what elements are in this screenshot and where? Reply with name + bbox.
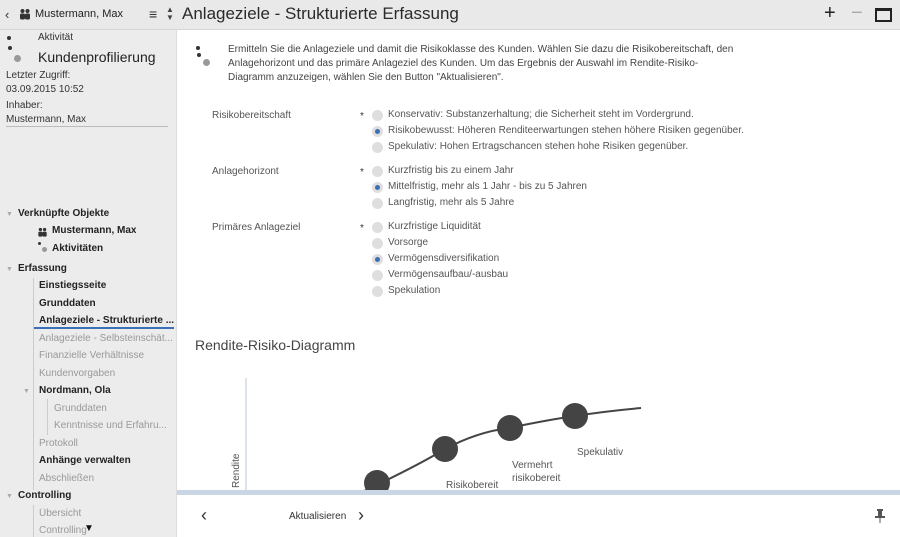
point-label-risikobereit: Risikobereit	[446, 480, 499, 490]
required-mark: *	[360, 111, 364, 122]
tree-item-anhaenge[interactable]: Anhänge verwalten	[39, 455, 131, 466]
tree-linked-objects[interactable]: Verknüpfte Objekte	[18, 208, 110, 219]
chart-point-konservativ	[364, 470, 390, 490]
radio-button[interactable]	[372, 270, 383, 281]
tree-item-grunddaten[interactable]: Grunddaten	[39, 298, 96, 309]
sidebar	[0, 30, 177, 537]
radio-label: Mittelfristig, mehr als 1 Jahr - bis zu 5 Jahren	[388, 181, 587, 192]
collapse-capture-icon[interactable]: ▼	[6, 266, 13, 273]
add-icon[interactable]: +	[824, 2, 836, 24]
tree-item-anlageziele-strukturiert[interactable]: Anlageziele - Strukturierte ...	[34, 315, 174, 329]
person-icon	[37, 227, 48, 237]
last-access-value: 03.09.2015 10:52	[6, 84, 84, 95]
tree-guide-line-person2	[47, 399, 48, 435]
point-label-spekulativ: Spekulativ	[577, 447, 624, 458]
collapse-linked-icon[interactable]: ▼	[6, 211, 13, 218]
tree-guide-line-controlling	[33, 505, 34, 537]
activity-dots-icon-main	[195, 46, 211, 68]
radio-button[interactable]	[372, 166, 383, 177]
required-mark: *	[360, 167, 364, 178]
risk-appetite-label: Risikobereitschaft	[212, 110, 291, 121]
tree-item-person2-grunddaten[interactable]: Grunddaten	[54, 403, 107, 414]
radio-label: Vermögensdiversifikation	[388, 253, 500, 264]
menu-icon[interactable]: ≡	[149, 6, 158, 22]
tree-guide-line	[33, 278, 34, 490]
radio-button[interactable]	[372, 198, 383, 209]
owner-value: Mustermann, Max	[6, 114, 87, 125]
tree-item-anlageziele-selbsteinschaetzung[interactable]: Anlageziele - Selbsteinschät...	[39, 333, 173, 344]
tree-linked-person[interactable]: Mustermann, Max	[52, 225, 137, 236]
radio-button-selected[interactable]	[372, 182, 383, 193]
y-axis-label: Rendite	[231, 453, 242, 488]
radio-button[interactable]	[372, 222, 383, 233]
back-chevron-icon[interactable]: ‹	[5, 7, 10, 22]
tree-item-abschliessen[interactable]: Abschließen	[39, 473, 95, 484]
tree-item-nordmann[interactable]: Nordmann, Ola	[39, 385, 111, 396]
customer-icon	[19, 8, 31, 20]
tree-item-uebersicht[interactable]: Übersicht	[39, 508, 82, 519]
radio-button-selected[interactable]	[372, 126, 383, 137]
tree-item-controlling[interactable]: Controlling	[39, 525, 87, 536]
radio-button[interactable]	[372, 142, 383, 153]
radio-label: Kurzfristige Liquidität	[388, 221, 481, 232]
chart-point-spekulativ	[562, 403, 588, 429]
pin-icon[interactable]	[875, 509, 885, 523]
scroll-down-arrow-icon[interactable]: ▼	[84, 523, 94, 534]
radio-label: Konservativ: Substanzerhaltung; die Sicherheit steht im Vordergrund.	[388, 109, 694, 120]
customer-name[interactable]: Mustermann, Max	[35, 8, 124, 20]
risk-return-chart	[177, 370, 900, 490]
window-toggle-icon[interactable]	[875, 8, 892, 22]
tree-capture[interactable]: Erfassung	[18, 263, 67, 274]
horizon-label: Anlagehorizont	[212, 166, 279, 177]
next-button[interactable]: ›	[358, 505, 364, 525]
update-button[interactable]: Aktualisieren	[289, 511, 347, 522]
radio-label: Kurzfristig bis zu einem Jahr	[388, 165, 514, 176]
radio-label: Vermögensaufbau/-ausbau	[388, 269, 509, 280]
tree-item-finanzielle-verhaeltnisse[interactable]: Finanzielle Verhältnisse	[39, 350, 145, 361]
collapse-controlling-icon[interactable]: ▼	[6, 493, 13, 500]
owner-divider	[6, 126, 168, 127]
collapse-person2-icon[interactable]: ▼	[23, 388, 30, 395]
radio-label: Vorsorge	[388, 237, 429, 248]
point-label-vermehrt: Vermehrt	[512, 460, 553, 471]
tree-item-protokoll[interactable]: Protokoll	[39, 438, 78, 449]
page-title: Anlageziele - Strukturierte Erfassung	[182, 4, 459, 23]
radio-button[interactable]	[372, 110, 383, 121]
radio-label: Spekulativ: Hohen Ertragschancen stehen hohe Risiken gegenüber.	[388, 141, 689, 152]
intro-text: Ermitteln Sie die Anlageziele und damit die Risikoklasse des Kunden. Wählen Sie dazu die Risikobereitschaft, den Anlagehorizont und das primäre Anlageziel des Kunden. Um das Ergebnis der Auswahl im Rendite-Risiko-Diagramm anzuzeigen, wählen Sie den Button "Aktualisieren".	[228, 44, 734, 83]
radio-label: Spekulation	[388, 285, 441, 296]
radio-button[interactable]	[372, 238, 383, 249]
point-label-risikobereit-2: risikobereit	[512, 473, 561, 484]
remove-icon[interactable]: −	[851, 2, 863, 24]
activity-label: Aktivität	[38, 32, 74, 43]
previous-button[interactable]: ‹	[201, 505, 207, 525]
required-mark: *	[360, 223, 364, 234]
primary-goal-label: Primäres Anlageziel	[212, 222, 301, 233]
tree-controlling[interactable]: Controlling	[18, 490, 72, 501]
sidebar-heading: Kundenprofilierung	[38, 49, 156, 65]
owner-label: Inhaber:	[6, 100, 43, 111]
chart-point-risikobereit	[432, 436, 458, 462]
top-bar	[0, 0, 900, 30]
radio-label: Langfristig, mehr als 5 Jahre	[388, 197, 515, 208]
tree-item-kundenvorgaben[interactable]: Kundenvorgaben	[39, 368, 116, 379]
bottom-bar	[177, 490, 900, 537]
tree-item-person2-kenntnisse[interactable]: Kenntnisse und Erfahru...	[54, 420, 167, 431]
radio-button[interactable]	[372, 286, 383, 297]
tree-item-einstiegsseite[interactable]: Einstiegsseite	[39, 280, 107, 291]
radio-label: Risikobewusst: Höheren Renditeerwartungen stehen höhere Risiken gegenüber.	[388, 125, 744, 136]
tree-linked-activities[interactable]: Aktivitäten	[52, 243, 104, 254]
chart-point-vermehrt-risikobereit	[497, 415, 523, 441]
last-access-label: Letzter Zugriff:	[6, 70, 71, 81]
chart-title: Rendite-Risiko-Diagramm	[195, 337, 356, 353]
sort-updown-icon[interactable]: ▲ ▼	[166, 5, 174, 22]
radio-button-selected[interactable]	[372, 254, 383, 265]
